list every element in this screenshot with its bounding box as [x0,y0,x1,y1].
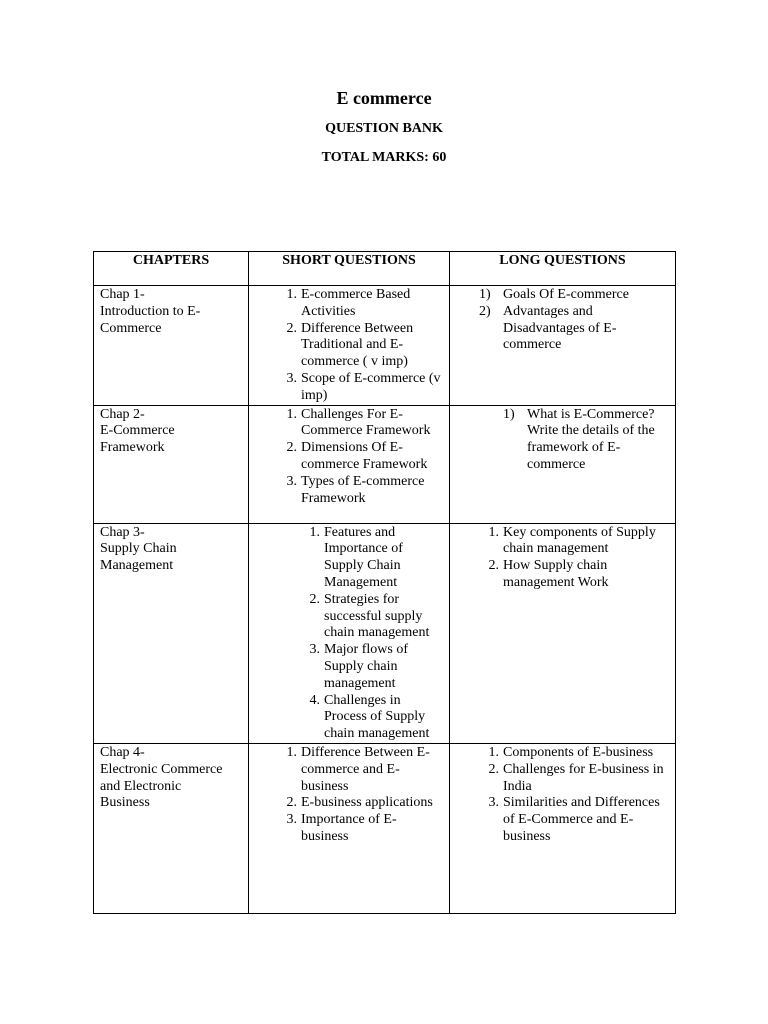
header-chapters: CHAPTERS [94,252,249,286]
chapter-line: Chap 2- [100,406,145,422]
item-text: How Supply chain management Work [503,558,609,590]
document-title: E commerce [336,88,432,108]
item-text: E-business applications [301,795,433,811]
table-row [94,405,676,523]
header-long-questions: LONG QUESTIONS [450,252,676,286]
list-item [286,370,443,405]
list-item [309,642,443,692]
item-text: Challenges in Process of Supply chain management [324,692,430,742]
total-marks: TOTAL MARKS: 60 [321,150,447,165]
list-item [286,440,443,474]
chapter-line: Introduction to E- [100,303,201,319]
table-row [94,743,676,913]
item-text: Components of E-business [503,744,654,760]
item-number: 1. [488,744,499,760]
long-questions-cell [450,286,676,406]
short-questions-cell [249,523,450,743]
table-row [94,523,676,743]
item-text: Strategies for successful supply chain management [324,591,430,641]
item-text: What is E-Commerce? Write the details of the framework of E-commerce [527,406,655,472]
list-item [479,287,669,304]
short-questions-cell [249,743,450,913]
item-text: Goals Of E-commerce [503,287,629,302]
item-text: Similarities and Differences of E-Commerce and E-business [503,795,660,844]
list-item [286,473,443,508]
list-item [286,320,443,371]
long-questions-cell [450,523,676,743]
item-number: 3. [309,642,320,658]
item-number: 1. [286,406,297,422]
item-text: Key components of Supply chain management [503,524,656,557]
item-number: 2. [286,320,297,336]
chapter-line: Chap 4- [100,744,145,760]
item-text: Difference Between Traditional and E-commerce ( v imp) [301,320,414,370]
chapter-line: Commerce [100,320,162,336]
list-item [286,795,443,812]
chapter-line: Supply Chain [100,541,177,557]
item-text: Major flows of Supply chain management [324,642,408,691]
item-text: Features and Importance of Supply Chain Management [324,524,403,590]
item-text: E-commerce Based Activities [301,287,411,319]
list-item [503,406,671,474]
chapter-cell [94,405,249,523]
short-questions-cell [249,405,450,523]
long-questions-cell [450,743,676,913]
list-item [488,761,669,796]
list-item [286,744,443,795]
item-text: Challenges For E-Commerce Framework [301,406,431,439]
item-number: 1. [488,524,499,540]
list-item [286,812,443,846]
item-number: 2) [479,303,491,319]
chapter-line: E-Commerce [100,423,175,439]
chapter-line: Electronic Commerce [100,761,223,777]
item-text: Challenges for E-business in India [503,761,664,794]
list-item [309,692,443,743]
list-item [309,591,443,642]
list-item [488,558,669,592]
item-text: Importance of E-business [301,812,397,844]
item-number: 2. [309,591,320,607]
chapter-line: Framework [100,440,165,456]
item-number: 2. [286,795,297,811]
short-questions-cell [249,286,450,406]
chapter-line: Chap 1- [100,287,145,302]
item-number: 1) [479,287,491,302]
item-text: Difference Between E-commerce and E-business [301,744,430,794]
item-number: 1) [503,406,515,422]
item-number: 3. [286,812,297,828]
item-number: 1. [286,744,297,760]
document-subtitle: QUESTION BANK [325,121,443,136]
header-short-questions: SHORT QUESTIONS [249,252,450,286]
list-item [309,524,443,592]
list-item [286,406,443,441]
chapter-cell [94,743,249,913]
chapter-line: Management [100,558,174,574]
list-item [488,795,669,845]
list-item [479,303,669,354]
table-header-row [94,252,676,286]
item-number: 1. [286,287,297,302]
chapter-line: Chap 3- [100,524,145,540]
item-number: 2. [286,440,297,456]
item-text: Scope of E-commerce (v imp) [301,370,441,403]
list-item [286,287,443,321]
item-number: 4. [309,692,320,708]
chapter-cell [94,523,249,743]
list-item [488,744,669,762]
long-questions-cell [450,405,676,523]
list-item [488,524,669,559]
item-number: 1. [309,524,320,540]
chapter-line: and Electronic [100,778,182,794]
table-row [94,286,676,406]
chapter-line: Business [100,795,150,811]
question-bank-table [93,251,676,914]
item-text: Advantages and Disadvantages of E-commerce [503,303,617,353]
item-text: Types of E-commerce Framework [301,473,425,506]
chapter-cell [94,286,249,406]
item-number: 3. [286,370,297,386]
item-number: 3. [286,473,297,489]
item-text: Dimensions Of E-commerce Framework [301,440,428,472]
item-number: 2. [488,761,499,777]
item-number: 2. [488,558,499,574]
item-number: 3. [488,795,499,811]
